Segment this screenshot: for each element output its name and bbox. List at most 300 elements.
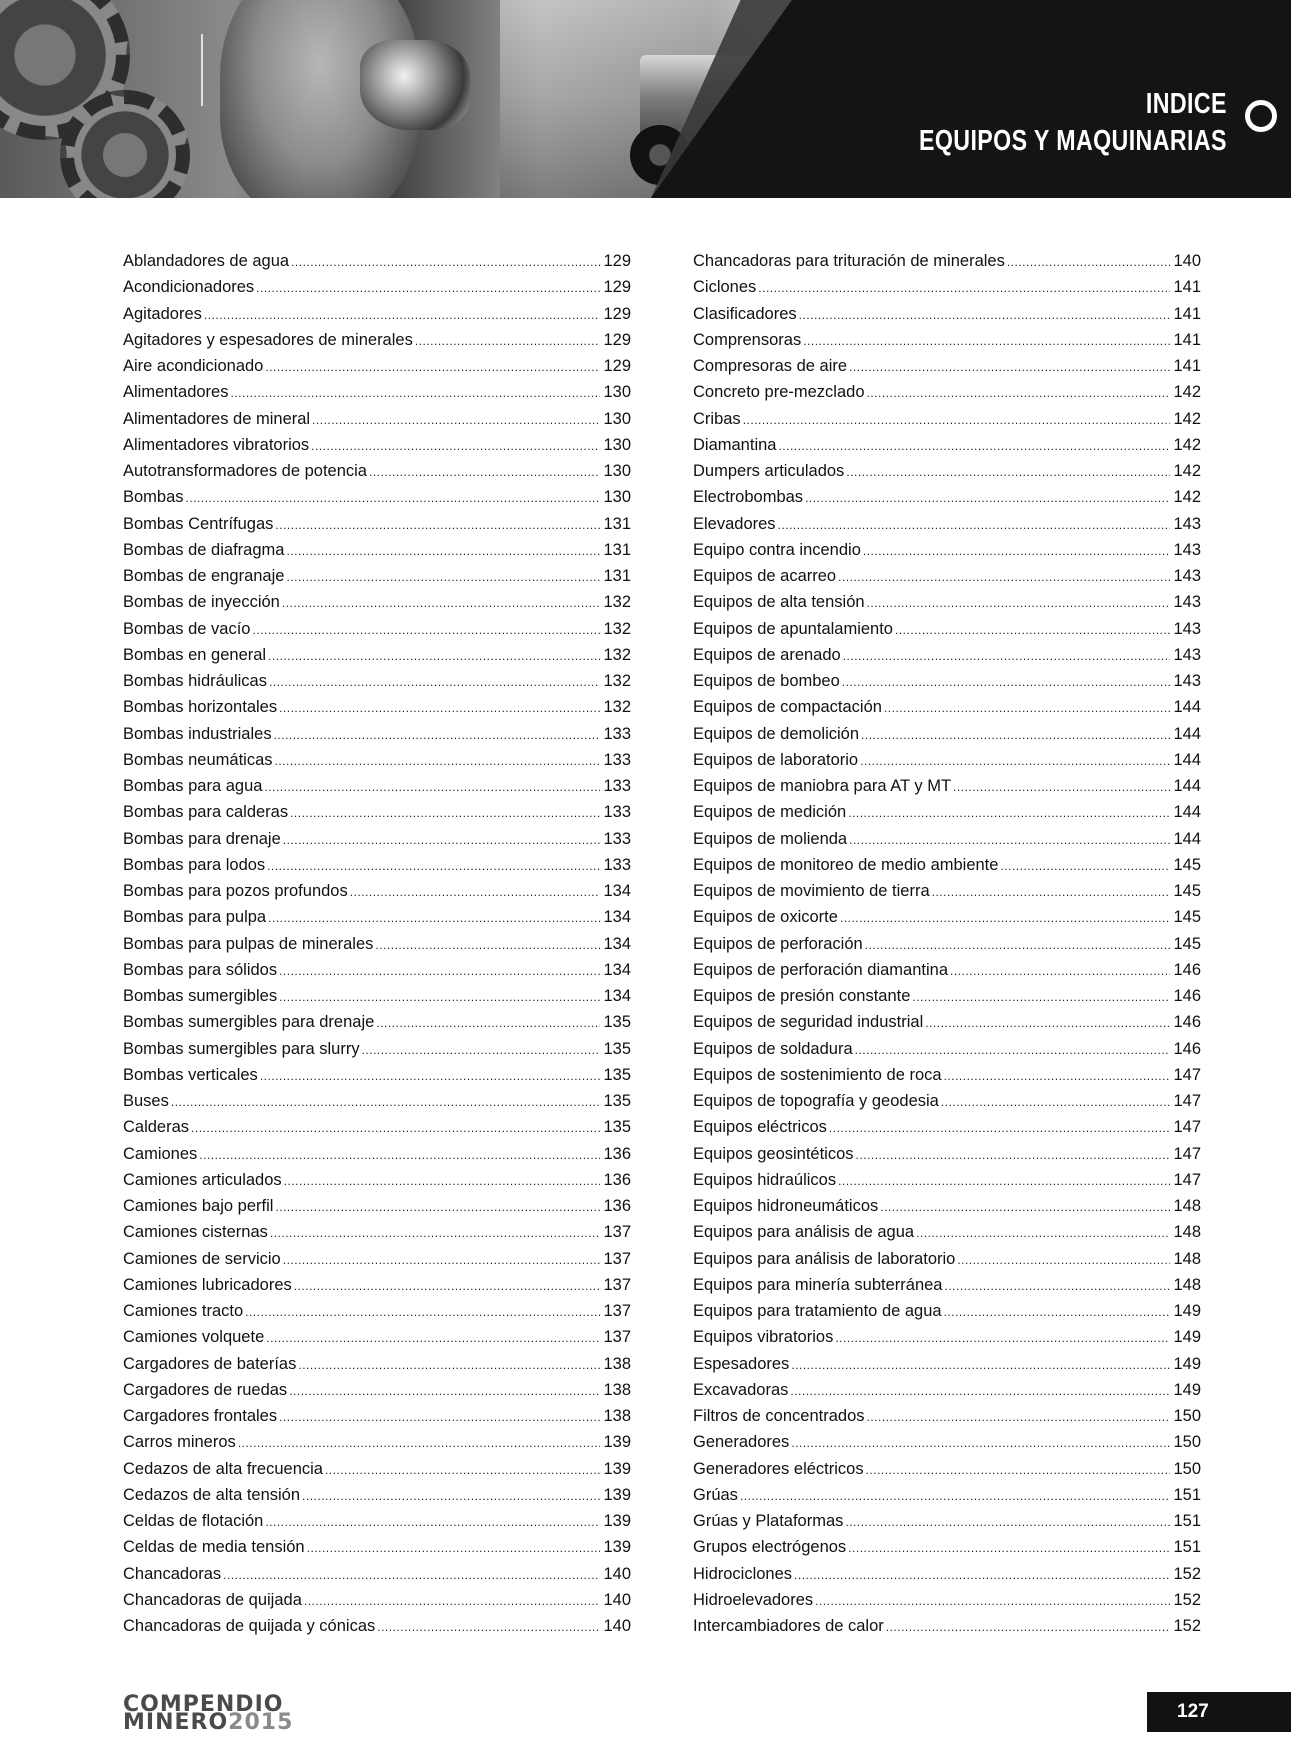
index-page-number: 145 xyxy=(1173,908,1201,927)
dot-leader xyxy=(291,249,600,275)
dot-leader xyxy=(369,459,600,485)
index-term: Intercambiadores de calor xyxy=(693,1617,884,1635)
dot-leader xyxy=(846,459,1170,485)
index-term: Buses xyxy=(123,1092,169,1110)
dot-leader xyxy=(838,1168,1170,1194)
index-entry xyxy=(123,931,631,957)
index-entry xyxy=(123,747,631,773)
index-entry xyxy=(123,563,631,589)
index-page-number: 132 xyxy=(603,645,631,664)
index-term: Excavadoras xyxy=(693,1380,789,1399)
index-page-number: 140 xyxy=(1173,252,1201,270)
index-page-number: 139 xyxy=(603,1538,631,1557)
dot-leader xyxy=(186,485,601,511)
index-entry xyxy=(693,1351,1201,1377)
index-entry xyxy=(123,904,631,930)
index-entry xyxy=(693,589,1201,615)
index-term: Equipos de monitoreo de medio ambiente xyxy=(693,855,999,874)
index-entry xyxy=(693,1377,1201,1403)
index-term: Bombas hidráulicas xyxy=(123,672,267,690)
dot-leader xyxy=(279,695,600,721)
index-term: Agitadores y espesadores de minerales xyxy=(123,330,413,349)
logo-line-2 xyxy=(123,1710,294,1735)
dot-leader xyxy=(895,617,1170,643)
index-entry xyxy=(693,537,1201,563)
index-term: Camiones tracto xyxy=(123,1302,244,1320)
index-entry xyxy=(123,852,631,878)
index-entry xyxy=(123,878,631,904)
index-entry xyxy=(693,1561,1201,1587)
index-page-number: 135 xyxy=(603,1118,631,1137)
dot-leader xyxy=(289,1378,600,1404)
index-term: Equipos para análisis de laboratorio xyxy=(693,1249,956,1268)
dot-leader xyxy=(1007,249,1171,275)
logo-line-1: COMPENDIO xyxy=(123,1692,284,1717)
dot-leader xyxy=(284,1168,601,1194)
index-page-number: 137 xyxy=(603,1223,631,1242)
index-term: Camiones cisternas xyxy=(123,1223,268,1242)
index-entry xyxy=(693,1114,1201,1140)
index-term: Ciclones xyxy=(693,278,757,297)
index-page-number: 151 xyxy=(1173,1485,1201,1504)
index-page-number: 143 xyxy=(1173,645,1201,664)
index-entry xyxy=(693,957,1201,983)
index-page-number: 143 xyxy=(1173,593,1201,612)
page-number: 127 xyxy=(1147,1692,1291,1732)
index-entry xyxy=(693,616,1201,642)
index-page-number: 140 xyxy=(603,1590,631,1609)
index-page-number: 139 xyxy=(603,1485,631,1504)
index-entry xyxy=(123,799,631,825)
index-term: Calderas xyxy=(123,1118,190,1137)
index-entry xyxy=(693,1456,1201,1482)
dot-leader xyxy=(815,1588,1170,1614)
index-entry xyxy=(693,484,1201,510)
index-entry xyxy=(693,1482,1201,1508)
index-term: Cargadores frontales xyxy=(123,1407,278,1425)
index-entry xyxy=(123,432,631,458)
index-term: Agitadores xyxy=(123,304,202,323)
index-term: Chancadoras de quijada xyxy=(123,1590,302,1609)
index-page-number: 148 xyxy=(1173,1197,1201,1215)
index-term: Celdas de flotación xyxy=(123,1512,264,1530)
index-term: Cribas xyxy=(693,409,741,428)
index-page-number: 137 xyxy=(603,1302,631,1320)
index-entry xyxy=(123,1534,631,1560)
dot-leader xyxy=(270,1220,601,1246)
dot-leader xyxy=(740,1483,1171,1509)
index-page-number: 144 xyxy=(1173,829,1201,848)
logo-year: 2015 xyxy=(228,1710,294,1735)
index-entry xyxy=(693,1403,1201,1429)
index-entry xyxy=(693,773,1201,799)
index-entry xyxy=(123,668,631,694)
index-term: Bombas horizontales xyxy=(123,698,278,717)
index-entry xyxy=(693,379,1201,405)
dot-leader xyxy=(266,1325,600,1351)
index-page-number: 142 xyxy=(1173,435,1201,454)
dot-leader xyxy=(944,1273,1170,1299)
ring-icon xyxy=(1245,100,1277,132)
header-divider xyxy=(201,34,203,106)
index-page-number: 149 xyxy=(1173,1302,1201,1320)
index-term: Equipos de perforación xyxy=(693,934,863,953)
index-page-number: 133 xyxy=(603,724,631,743)
dot-leader xyxy=(377,1614,600,1640)
dot-leader xyxy=(855,1037,1171,1063)
index-term: Grúas y Plataformas xyxy=(693,1512,844,1530)
index-page-number: 134 xyxy=(603,908,631,927)
index-term: Equipos de apuntalamiento xyxy=(693,619,893,638)
dot-leader xyxy=(944,1299,1171,1325)
index-entry xyxy=(123,1508,631,1534)
index-term: Equipos de maniobra para AT y MT xyxy=(693,777,952,795)
dot-leader xyxy=(865,932,1171,958)
dot-leader xyxy=(238,1430,601,1456)
index-page-number: 147 xyxy=(1173,1092,1201,1110)
index-term: Generadores xyxy=(693,1433,790,1452)
index-entry xyxy=(123,826,631,852)
index-page-number: 147 xyxy=(1173,1118,1201,1137)
index-entry xyxy=(123,589,631,615)
dot-leader xyxy=(290,800,600,826)
index-entry xyxy=(123,1587,631,1613)
dot-leader xyxy=(849,827,1170,853)
index-term: Equipos de oxicorte xyxy=(693,908,838,927)
index-term: Equipos de soldadura xyxy=(693,1039,853,1058)
index-entry xyxy=(123,773,631,799)
index-entry xyxy=(693,694,1201,720)
index-term: Bombas para drenaje xyxy=(123,829,281,848)
dot-leader xyxy=(304,1588,601,1614)
index-page-number: 135 xyxy=(603,1039,631,1058)
index-entry xyxy=(123,511,631,537)
index-entry xyxy=(693,1272,1201,1298)
index-page-number: 132 xyxy=(603,593,631,612)
index-page-number: 146 xyxy=(1173,1039,1201,1058)
index-page-number: 129 xyxy=(603,278,631,297)
index-entry xyxy=(123,1351,631,1377)
index-page-number: 129 xyxy=(603,304,631,323)
dot-leader xyxy=(230,380,600,406)
index-entry xyxy=(123,1062,631,1088)
index-term: Camiones de servicio xyxy=(123,1249,281,1268)
index-page-number: 151 xyxy=(1173,1538,1201,1557)
index-page-number: 134 xyxy=(603,934,631,953)
index-page-number: 145 xyxy=(1173,934,1201,953)
index-page-number: 141 xyxy=(1173,357,1201,375)
index-entry xyxy=(123,1193,631,1219)
index-entry xyxy=(123,1324,631,1350)
index-entry xyxy=(693,747,1201,773)
index-entry xyxy=(123,1272,631,1298)
dot-leader xyxy=(253,617,601,643)
index-page-number: 137 xyxy=(603,1249,631,1268)
index-entry xyxy=(123,1141,631,1167)
index-term: Bombas Centrífugas xyxy=(123,514,274,533)
dot-leader xyxy=(778,433,1170,459)
index-entry xyxy=(123,484,631,510)
index-entry xyxy=(123,1298,631,1324)
index-term: Bombas para lodos xyxy=(123,855,266,874)
index-page-number: 138 xyxy=(603,1354,631,1373)
index-page-number: 139 xyxy=(603,1512,631,1530)
dot-leader xyxy=(953,774,1170,800)
index-entry xyxy=(693,1193,1201,1219)
dot-leader xyxy=(269,669,600,695)
index-entry xyxy=(123,274,631,300)
dot-leader xyxy=(311,433,600,459)
index-term: Chancadoras de quijada y cónicas xyxy=(123,1617,376,1635)
index-page-number: 133 xyxy=(603,803,631,822)
index-term: Carros mineros xyxy=(123,1433,236,1452)
index-page-number: 147 xyxy=(1173,1065,1201,1084)
index-entry xyxy=(123,694,631,720)
dot-leader xyxy=(279,984,600,1010)
index-page-number: 149 xyxy=(1173,1354,1201,1373)
index-page-number: 148 xyxy=(1173,1249,1201,1268)
index-page-number: 150 xyxy=(1173,1433,1201,1452)
index-term: Equipos hidroneumáticos xyxy=(693,1197,879,1215)
index-entry xyxy=(123,1036,631,1062)
index-page-number: 137 xyxy=(603,1275,631,1294)
index-page-number: 129 xyxy=(603,330,631,349)
index-entry xyxy=(123,301,631,327)
index-page-number: 140 xyxy=(603,1564,631,1583)
index-entry xyxy=(123,1456,631,1482)
index-term: Aire acondicionado xyxy=(123,357,264,375)
index-term: Ablandadores de agua xyxy=(123,252,290,270)
dot-leader xyxy=(282,590,601,616)
index-entry xyxy=(693,799,1201,825)
index-term: Equipos de arenado xyxy=(693,645,841,664)
index-page-number: 145 xyxy=(1173,882,1201,900)
index-page-number: 144 xyxy=(1173,724,1201,743)
index-term: Camiones articulados xyxy=(123,1170,282,1189)
dot-leader xyxy=(957,1247,1170,1273)
dot-leader xyxy=(350,879,601,905)
index-entry xyxy=(693,1219,1201,1245)
dot-leader xyxy=(191,1115,600,1141)
index-term: Bombas en general xyxy=(123,645,267,664)
index-term: Bombas para pozos profundos xyxy=(123,882,348,900)
dot-leader xyxy=(275,512,600,538)
index-term: Comprensoras xyxy=(693,330,802,349)
index-page-number: 142 xyxy=(1173,409,1201,428)
index-entry xyxy=(693,642,1201,668)
index-term: Alimentadores vibratorios xyxy=(123,435,310,454)
dot-leader xyxy=(842,669,1171,695)
index-term: Bombas para pulpas de minerales xyxy=(123,934,374,953)
dot-leader xyxy=(925,1010,1170,1036)
dot-leader xyxy=(856,1142,1171,1168)
index-entry xyxy=(693,878,1201,904)
index-page-number: 136 xyxy=(603,1144,631,1163)
index-page-number: 131 xyxy=(603,567,631,585)
dot-leader xyxy=(325,1457,601,1483)
dot-leader xyxy=(880,1194,1170,1220)
index-page-number: 132 xyxy=(603,698,631,717)
index-term: Grúas xyxy=(693,1485,738,1504)
index-page-number: 144 xyxy=(1173,698,1201,717)
index-entry xyxy=(693,721,1201,747)
dot-leader xyxy=(791,1430,1170,1456)
index-page-number: 150 xyxy=(1173,1459,1201,1478)
dot-leader xyxy=(268,643,600,669)
index-entry xyxy=(123,1613,631,1639)
index-entry xyxy=(123,406,631,432)
index-entry xyxy=(123,1561,631,1587)
index-entry xyxy=(123,1482,631,1508)
index-entry xyxy=(123,1219,631,1245)
index-entry xyxy=(693,904,1201,930)
index-entry xyxy=(693,1587,1201,1613)
index-page-number: 151 xyxy=(1173,1512,1201,1530)
index-term: Equipos vibratorios xyxy=(693,1328,834,1347)
index-entry xyxy=(123,1088,631,1114)
index-entry xyxy=(693,1429,1201,1455)
mineral-rock-image xyxy=(360,40,470,130)
dot-leader xyxy=(265,354,600,380)
index-page-number: 149 xyxy=(1173,1380,1201,1399)
index-term: Equipos de movimiento de tierra xyxy=(693,882,930,900)
index-term: Equipos de molienda xyxy=(693,829,848,848)
index-term: Cedazos de alta tensión xyxy=(123,1485,301,1504)
index-page-number: 130 xyxy=(603,383,631,402)
index-entry xyxy=(693,327,1201,353)
index-term: Bombas para pulpa xyxy=(123,908,267,927)
dot-leader xyxy=(886,1614,1171,1640)
index-page-number: 141 xyxy=(1173,330,1201,349)
dot-leader xyxy=(799,302,1171,328)
dot-leader xyxy=(268,905,600,931)
index-page-number: 146 xyxy=(1173,960,1201,979)
dot-leader xyxy=(245,1299,600,1325)
index-page-number: 146 xyxy=(1173,1013,1201,1032)
index-term: Bombas verticales xyxy=(123,1065,258,1084)
index-page-number: 139 xyxy=(603,1459,631,1478)
index-entry xyxy=(693,353,1201,379)
dot-leader xyxy=(912,984,1170,1010)
index-term: Hidroelevadores xyxy=(693,1590,814,1609)
index-page-number: 152 xyxy=(1173,1590,1201,1609)
dot-leader xyxy=(223,1562,600,1588)
index-page-number: 146 xyxy=(1173,987,1201,1005)
index-term: Equipos de perforación diamantina xyxy=(693,960,949,979)
dot-leader xyxy=(267,853,600,879)
index-entry xyxy=(693,1246,1201,1272)
index-entry xyxy=(123,1403,631,1429)
index-entry xyxy=(693,1324,1201,1350)
index-page-number: 143 xyxy=(1173,672,1201,690)
index-entry xyxy=(123,248,631,274)
index-page-number: 152 xyxy=(1173,1564,1201,1583)
index-term: Equipos de topografía y geodesia xyxy=(693,1092,939,1110)
index-term: Bombas para sólidos xyxy=(123,960,278,979)
dot-leader xyxy=(944,1063,1171,1089)
dot-leader xyxy=(312,407,600,433)
dot-leader xyxy=(256,275,600,301)
index-page-number: 142 xyxy=(1173,462,1201,480)
index-entry xyxy=(693,668,1201,694)
index-entry xyxy=(123,1429,631,1455)
dot-leader xyxy=(204,302,601,328)
index-term: Concreto pre-mezclado xyxy=(693,383,865,402)
dot-leader xyxy=(829,1115,1171,1141)
dot-leader xyxy=(843,643,1171,669)
index-page-number: 134 xyxy=(603,987,631,1005)
dot-leader xyxy=(298,1352,600,1378)
dot-leader xyxy=(805,485,1170,511)
index-term: Equipos de sostenimiento de roca xyxy=(693,1065,942,1084)
index-term: Equipos eléctricos xyxy=(693,1118,827,1137)
dot-leader xyxy=(279,958,600,984)
index-page-number: 144 xyxy=(1173,803,1201,822)
index-term: Bombas sumergibles para drenaje xyxy=(123,1013,375,1032)
index-term: Equipos para análisis de agua xyxy=(693,1223,915,1242)
index-term: Camiones xyxy=(123,1144,198,1163)
index-term: Cargadores de baterías xyxy=(123,1354,297,1373)
dot-leader xyxy=(283,1247,601,1273)
index-page-number: 136 xyxy=(603,1197,631,1215)
index-entry xyxy=(693,1298,1201,1324)
dot-leader xyxy=(791,1352,1170,1378)
index-entry xyxy=(123,1167,631,1193)
index-page-number: 132 xyxy=(603,672,631,690)
index-term: Equipos hidraúlicos xyxy=(693,1170,837,1189)
dot-leader xyxy=(884,695,1171,721)
index-page-number: 138 xyxy=(603,1380,631,1399)
index-term: Equipos de bombeo xyxy=(693,672,840,690)
index-column-left xyxy=(123,248,631,1639)
dot-leader xyxy=(863,538,1171,564)
index-entry xyxy=(123,1377,631,1403)
index-term: Alimentadores de mineral xyxy=(123,409,311,428)
index-term: Dumpers articulados xyxy=(693,462,845,480)
index-term: Diamantina xyxy=(693,435,777,454)
index-term: Equipos para tratamiento de agua xyxy=(693,1302,942,1320)
index-term: Bombas de engranaje xyxy=(123,567,285,585)
compendio-minero-logo xyxy=(123,1692,294,1735)
index-term: Grupos electrógenos xyxy=(693,1538,847,1557)
dot-leader xyxy=(849,354,1170,380)
dot-leader xyxy=(867,1404,1171,1430)
index-entry xyxy=(123,1114,631,1140)
dot-leader xyxy=(375,932,600,958)
index-page-number: 131 xyxy=(603,540,631,559)
index-entry xyxy=(693,1036,1201,1062)
index-page-number: 139 xyxy=(603,1433,631,1452)
dot-leader xyxy=(916,1220,1170,1246)
index-entry xyxy=(693,1062,1201,1088)
dot-leader xyxy=(867,380,1171,406)
index-page-number: 142 xyxy=(1173,383,1201,402)
index-page-number: 143 xyxy=(1173,540,1201,559)
index-page-number: 133 xyxy=(603,855,631,874)
dot-leader xyxy=(199,1142,600,1168)
index-term: Equipos de compactación xyxy=(693,698,882,717)
index-entry xyxy=(123,721,631,747)
index-entry xyxy=(123,353,631,379)
index-term: Camiones bajo perfil xyxy=(123,1197,274,1215)
dot-leader xyxy=(302,1483,600,1509)
index-page-number: 147 xyxy=(1173,1170,1201,1189)
index-entry xyxy=(123,957,631,983)
dot-leader xyxy=(950,958,1170,984)
index-entry xyxy=(693,432,1201,458)
index-term: Chancadoras xyxy=(123,1564,222,1583)
index-page-number: 131 xyxy=(603,514,631,533)
